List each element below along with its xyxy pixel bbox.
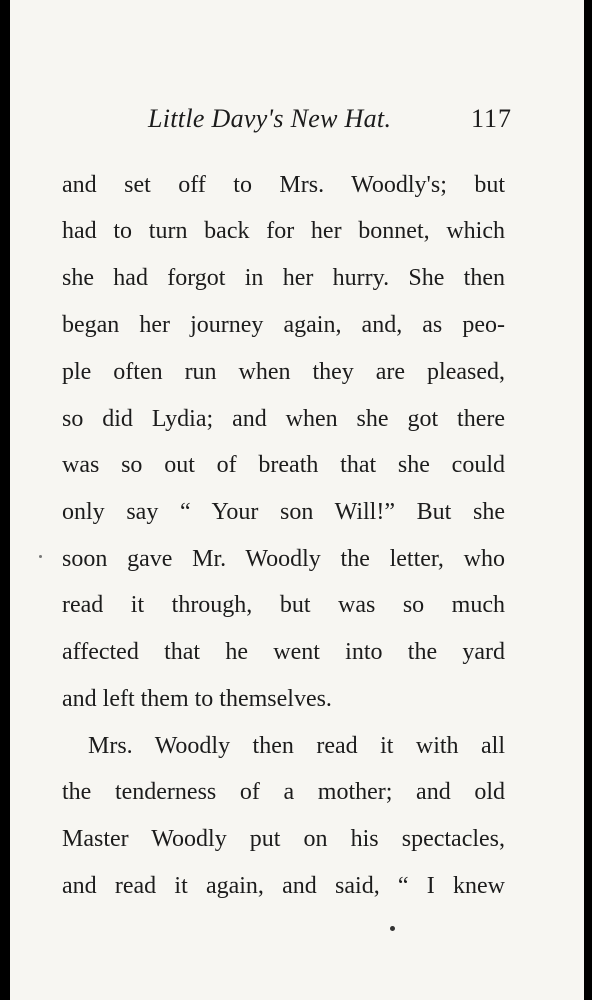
paragraph-first-line: Mrs. Woodly then read it with all xyxy=(88,733,505,759)
text-line: the tenderness of a mother; and old xyxy=(62,779,505,805)
page-number: 117 xyxy=(470,104,512,133)
text-line: so did Lydia; and when she got there xyxy=(62,406,505,432)
left-scan-border xyxy=(0,0,10,1000)
text-line: Master Woodly put on his spectacles, xyxy=(62,826,505,852)
text-line: and read it again, and said, “ I knew xyxy=(62,873,505,899)
text-line: was so out of breath that she could xyxy=(62,452,505,478)
text-line: read it through, but was so much xyxy=(62,592,505,618)
ink-speck xyxy=(39,555,42,558)
text-line: had to turn back for her bonnet, which xyxy=(62,218,505,244)
body-text xyxy=(10,0,584,1000)
text-line: and left them to themselves. xyxy=(62,686,332,712)
text-line: ple often run when they are pleased, xyxy=(62,359,505,385)
text-line: and set off to Mrs. Woodly's; but xyxy=(62,172,505,198)
running-title: Little Davy's New Hat. xyxy=(148,104,392,133)
book-page xyxy=(10,0,584,1000)
ink-speck xyxy=(390,926,395,931)
text-line: soon gave Mr. Woodly the letter, who xyxy=(62,546,505,572)
right-scan-border xyxy=(584,0,592,1000)
text-line: affected that he went into the yard xyxy=(62,639,505,665)
text-line: only say “ Your son Will!” But she xyxy=(62,499,505,525)
text-line: began her journey again, and, as peo- xyxy=(62,312,505,338)
text-line: she had forgot in her hurry. She then xyxy=(62,265,505,291)
